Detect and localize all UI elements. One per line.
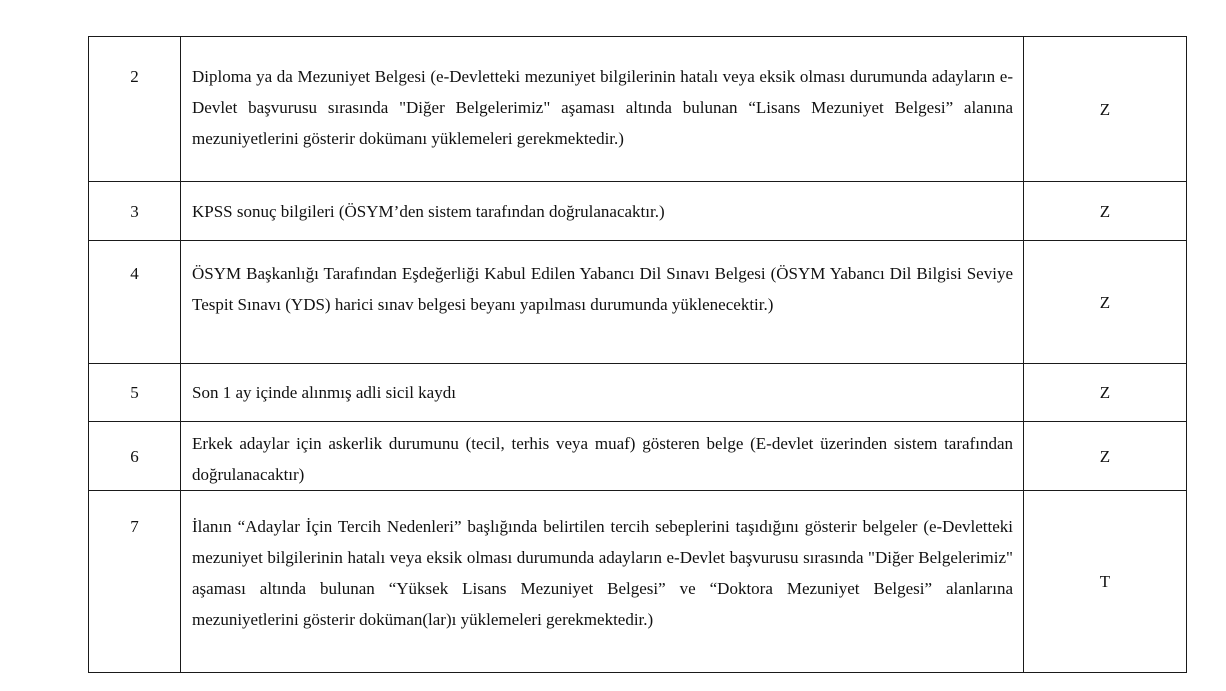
document-requirements-table [88,36,1187,673]
row-number: 6 [89,422,181,491]
row-number: 7 [89,491,181,673]
row-code: Z [1024,422,1187,491]
table-row [89,241,1187,364]
row-description: İlanın “Adaylar İçin Tercih Nedenleri” başlığında belirtilen tercih sebeplerini taşıdığını gösterir belgeler (e-Devletteki mezuniyet bilgilerinin hatalı veya eksik olması durumunda adayların e-Devlet başvurusu sırasında "Diğer Belgelerimiz" aşaması altında bulunan “Yüksek Lisans Mezuniyet Belgesi” ve “Doktora Mezuniyet Belgesi” alanlarına mezuniyetlerini gösterir doküman(lar)ı yüklemeleri gerekmektedir.) [181,491,1024,673]
row-description: ÖSYM Başkanlığı Tarafından Eşdeğerliği Kabul Edilen Yabancı Dil Sınavı Belgesi (ÖSYM Yabancı Dil Bilgisi Seviye Tespit Sınavı (YDS) harici sınav belgesi beyanı yapılması durumunda yüklenecektir.) [181,241,1024,364]
row-description: Erkek adaylar için askerlik durumunu (tecil, terhis veya muaf) gösteren belge (E-devlet üzerinden sistem tarafından doğrulanacaktır) [181,422,1024,491]
table-row [89,364,1187,422]
table-row [89,491,1187,673]
row-description: Diploma ya da Mezuniyet Belgesi (e-Devletteki mezuniyet bilgilerinin hatalı veya eksik olması durumunda adayların e-Devlet başvurusu sırasında "Diğer Belgelerimiz" aşaması altında bulunan “Lisans Mezuniyet Belgesi” alanına mezuniyetlerini gösterir dokümanı yüklemeleri gerekmektedir.) [181,37,1024,182]
row-description: KPSS sonuç bilgileri (ÖSYM’den sistem tarafından doğrulanacaktır.) [181,182,1024,241]
row-number: 2 [89,37,181,182]
row-code: Z [1024,37,1187,182]
row-number: 5 [89,364,181,422]
row-description: Son 1 ay içinde alınmış adli sicil kaydı [181,364,1024,422]
table-row [89,422,1187,491]
row-code: Z [1024,364,1187,422]
table-row [89,37,1187,182]
row-code: Z [1024,182,1187,241]
row-number: 4 [89,241,181,364]
row-code: Z [1024,241,1187,364]
row-code: T [1024,491,1187,673]
table-row [89,182,1187,241]
row-number: 3 [89,182,181,241]
